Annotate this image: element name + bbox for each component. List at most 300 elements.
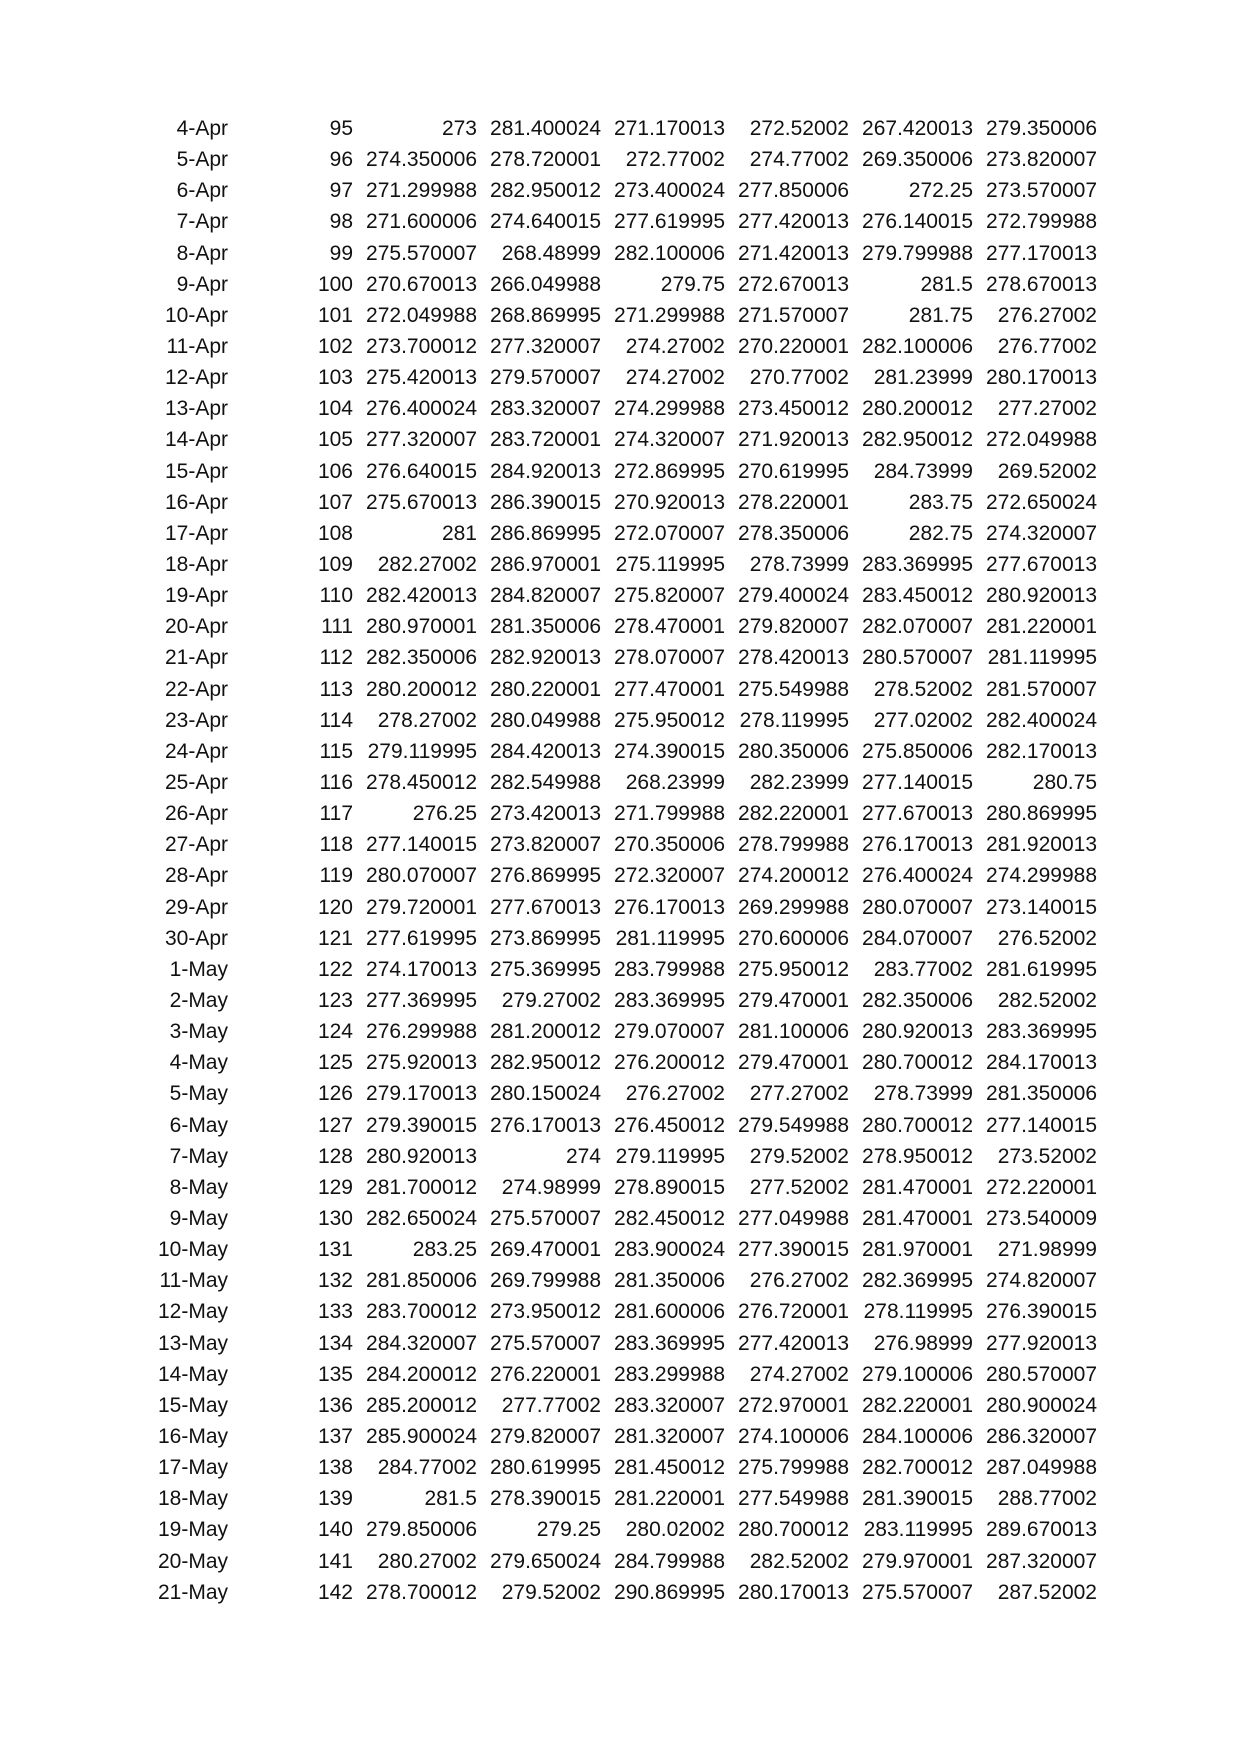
table-row xyxy=(0,424,1097,455)
value-cell-5: 277.02002 xyxy=(873,708,973,732)
value-cell-1: 280.27002 xyxy=(377,1549,477,1573)
value-cell-3: 284.799988 xyxy=(614,1549,725,1573)
date-cell: 11-May xyxy=(159,1269,228,1293)
value-cell-3: 277.619995 xyxy=(614,210,725,234)
value-cell-2: 280.619995 xyxy=(490,1456,601,1480)
index-cell: 127 xyxy=(317,1113,353,1137)
table-row xyxy=(0,580,1097,611)
table-row xyxy=(0,1452,1097,1483)
value-cell-6: 280.170013 xyxy=(986,366,1097,390)
index-cell: 114 xyxy=(319,708,353,732)
value-cell-6: 274.299988 xyxy=(986,864,1097,888)
value-cell-6: 277.140015 xyxy=(986,1113,1097,1137)
value-cell-6: 281.570007 xyxy=(986,677,1097,701)
value-cell-1: 281.700012 xyxy=(366,1175,477,1199)
value-cell-4: 279.400024 xyxy=(738,584,849,608)
value-cell-4: 269.299988 xyxy=(738,895,849,919)
value-cell-4: 270.600006 xyxy=(738,926,849,950)
date-cell: 5-Apr xyxy=(176,148,228,172)
table-row xyxy=(0,674,1097,705)
value-cell-3: 283.900024 xyxy=(614,1238,725,1262)
value-cell-2: 282.950012 xyxy=(490,1051,601,1075)
value-cell-3: 271.299988 xyxy=(614,303,725,327)
value-cell-4: 270.220001 xyxy=(738,335,849,359)
table-row xyxy=(0,456,1097,487)
value-cell-5: 278.950012 xyxy=(862,1144,973,1168)
value-cell-1: 280.970001 xyxy=(366,615,477,639)
index-cell: 99 xyxy=(329,241,353,265)
value-cell-3: 279.119995 xyxy=(615,1144,725,1168)
table-row xyxy=(0,705,1097,736)
value-cell-5: 279.100006 xyxy=(862,1362,973,1386)
index-cell: 118 xyxy=(319,833,353,857)
index-cell: 141 xyxy=(317,1549,353,1573)
value-cell-3: 274.27002 xyxy=(625,335,725,359)
value-cell-4: 279.549988 xyxy=(738,1113,849,1137)
value-cell-4: 277.420013 xyxy=(738,210,849,234)
value-cell-1: 278.27002 xyxy=(377,708,477,732)
value-cell-2: 274 xyxy=(565,1144,601,1168)
table-row xyxy=(0,144,1097,175)
value-cell-3: 283.299988 xyxy=(614,1362,725,1386)
index-cell: 96 xyxy=(329,148,353,172)
index-cell: 139 xyxy=(317,1487,353,1511)
value-cell-5: 283.119995 xyxy=(863,1518,973,1542)
value-cell-1: 273 xyxy=(441,117,477,141)
value-cell-6: 273.140015 xyxy=(986,895,1097,919)
value-cell-2: 277.670013 xyxy=(490,895,601,919)
index-cell: 126 xyxy=(317,1082,353,1106)
value-cell-2: 279.650024 xyxy=(490,1549,601,1573)
value-cell-5: 282.950012 xyxy=(862,428,973,452)
date-cell: 10-May xyxy=(157,1238,228,1262)
value-cell-6: 277.170013 xyxy=(986,241,1097,265)
value-cell-5: 267.420013 xyxy=(862,117,973,141)
value-cell-6: 274.320007 xyxy=(986,521,1097,545)
date-cell: 7-Apr xyxy=(176,210,228,234)
value-cell-1: 273.700012 xyxy=(366,335,477,359)
value-cell-5: 276.400024 xyxy=(862,864,973,888)
table-row xyxy=(0,736,1097,767)
value-cell-4: 278.220001 xyxy=(738,490,849,514)
value-cell-4: 274.100006 xyxy=(738,1424,849,1448)
value-cell-2: 284.920013 xyxy=(490,459,601,483)
value-cell-4: 279.470001 xyxy=(738,989,849,1012)
value-cell-2: 279.52002 xyxy=(501,1580,601,1604)
date-cell: 5-May xyxy=(169,1082,228,1106)
value-cell-2: 275.570007 xyxy=(490,1331,601,1355)
table-row xyxy=(0,518,1097,549)
value-cell-2: 283.720001 xyxy=(490,428,601,452)
value-cell-1: 282.420013 xyxy=(366,584,477,608)
value-cell-3: 283.799988 xyxy=(614,957,725,981)
value-cell-2: 274.98999 xyxy=(501,1175,601,1199)
value-cell-1: 280.200012 xyxy=(366,677,477,701)
value-cell-4: 282.23999 xyxy=(749,771,849,795)
value-cell-4: 277.049988 xyxy=(738,1206,849,1230)
value-cell-2: 268.869995 xyxy=(490,303,601,327)
value-cell-5: 278.52002 xyxy=(873,677,973,701)
value-cell-1: 285.200012 xyxy=(366,1393,477,1417)
value-cell-6: 280.75 xyxy=(1032,771,1097,795)
table-body xyxy=(0,113,1097,1608)
value-cell-6: 276.27002 xyxy=(997,303,1097,327)
value-cell-6: 281.220001 xyxy=(986,615,1097,639)
value-cell-5: 279.799988 xyxy=(862,241,973,265)
value-cell-3: 290.869995 xyxy=(614,1580,725,1604)
value-cell-4: 274.77002 xyxy=(749,148,849,172)
value-cell-5: 280.700012 xyxy=(862,1113,973,1137)
table-row xyxy=(0,1327,1097,1358)
value-cell-1: 284.200012 xyxy=(366,1362,477,1386)
value-cell-4: 278.350006 xyxy=(738,521,849,545)
value-cell-6: 287.049988 xyxy=(986,1456,1097,1480)
value-cell-2: 268.48999 xyxy=(501,241,601,265)
value-cell-2: 278.720001 xyxy=(490,148,601,172)
value-cell-1: 276.400024 xyxy=(366,397,477,421)
index-cell: 119 xyxy=(319,864,353,888)
value-cell-5: 275.570007 xyxy=(862,1580,973,1604)
value-cell-1: 277.619995 xyxy=(366,926,477,950)
date-cell: 13-May xyxy=(157,1331,228,1355)
index-cell: 131 xyxy=(317,1238,353,1262)
value-cell-5: 280.700012 xyxy=(862,1051,973,1075)
value-cell-4: 282.220001 xyxy=(738,802,849,826)
index-cell: 98 xyxy=(329,210,353,234)
value-cell-2: 273.820007 xyxy=(490,833,601,857)
value-cell-5: 275.850006 xyxy=(862,739,973,763)
value-cell-1: 271.299988 xyxy=(366,179,477,203)
value-cell-6: 284.170013 xyxy=(986,1051,1097,1075)
value-cell-1: 274.170013 xyxy=(366,957,477,981)
index-cell: 138 xyxy=(317,1456,353,1480)
value-cell-3: 276.450012 xyxy=(614,1113,725,1137)
table-row xyxy=(0,1421,1097,1452)
table-row xyxy=(0,1016,1097,1047)
value-cell-5: 276.98999 xyxy=(873,1331,973,1355)
value-cell-6: 282.170013 xyxy=(986,739,1097,763)
index-cell: 112 xyxy=(319,646,353,670)
table-row xyxy=(0,1265,1097,1296)
value-cell-1: 276.640015 xyxy=(366,459,477,483)
value-cell-5: 280.570007 xyxy=(862,646,973,670)
value-cell-4: 272.670013 xyxy=(738,272,849,296)
value-cell-2: 280.049988 xyxy=(490,708,601,732)
value-cell-2: 279.27002 xyxy=(501,989,601,1012)
value-cell-1: 279.390015 xyxy=(366,1113,477,1137)
date-cell: 8-Apr xyxy=(176,241,228,265)
value-cell-3: 272.070007 xyxy=(614,521,725,545)
value-cell-6: 282.52002 xyxy=(997,989,1097,1012)
date-cell: 23-Apr xyxy=(164,708,228,732)
value-cell-3: 280.02002 xyxy=(625,1518,725,1542)
value-cell-5: 283.77002 xyxy=(873,957,973,981)
date-cell: 16-Apr xyxy=(164,490,228,514)
value-cell-5: 277.670013 xyxy=(862,802,973,826)
table-row xyxy=(0,985,1097,1016)
value-cell-1: 279.850006 xyxy=(366,1518,477,1542)
value-cell-1: 283.25 xyxy=(412,1238,477,1262)
value-cell-3: 277.470001 xyxy=(614,677,725,701)
date-cell: 12-Apr xyxy=(164,366,228,390)
value-cell-3: 270.350006 xyxy=(614,833,725,857)
value-cell-6: 272.049988 xyxy=(986,428,1097,452)
value-cell-5: 281.23999 xyxy=(873,366,973,390)
value-cell-6: 283.369995 xyxy=(986,1020,1097,1044)
index-cell: 142 xyxy=(317,1580,353,1604)
date-cell: 9-May xyxy=(169,1206,228,1230)
value-cell-6: 274.820007 xyxy=(986,1269,1097,1293)
value-cell-5: 281.470001 xyxy=(862,1206,973,1230)
value-cell-5: 278.73999 xyxy=(873,1082,973,1106)
value-cell-6: 280.920013 xyxy=(986,584,1097,608)
value-cell-4: 280.170013 xyxy=(738,1580,849,1604)
date-cell: 13-Apr xyxy=(164,397,228,421)
table-row xyxy=(0,393,1097,424)
value-cell-2: 284.820007 xyxy=(490,584,601,608)
value-cell-1: 274.350006 xyxy=(366,148,477,172)
index-cell: 120 xyxy=(317,895,353,919)
table-row xyxy=(0,1110,1097,1141)
value-cell-5: 269.350006 xyxy=(862,148,973,172)
date-cell: 15-May xyxy=(157,1393,228,1417)
index-cell: 105 xyxy=(317,428,353,452)
date-cell: 16-May xyxy=(157,1424,228,1448)
value-cell-6: 276.390015 xyxy=(986,1300,1097,1324)
value-cell-2: 276.170013 xyxy=(490,1113,601,1137)
value-cell-1: 276.299988 xyxy=(366,1020,477,1044)
value-cell-2: 286.970001 xyxy=(490,553,601,577)
value-cell-5: 276.170013 xyxy=(862,833,973,857)
value-cell-2: 286.390015 xyxy=(490,490,601,514)
value-cell-2: 281.400024 xyxy=(490,117,601,141)
value-cell-5: 283.75 xyxy=(908,490,973,514)
index-cell: 115 xyxy=(319,739,353,763)
date-cell: 19-Apr xyxy=(164,584,228,608)
value-cell-4: 276.720001 xyxy=(738,1300,849,1324)
value-cell-1: 281.850006 xyxy=(366,1269,477,1293)
date-cell: 20-May xyxy=(157,1549,228,1573)
date-cell: 14-May xyxy=(157,1362,228,1386)
index-cell: 124 xyxy=(317,1020,353,1044)
date-cell: 25-Apr xyxy=(164,771,228,795)
table-row xyxy=(0,549,1097,580)
value-cell-3: 274.390015 xyxy=(614,739,725,763)
table-row xyxy=(0,1483,1097,1514)
table-row xyxy=(0,1172,1097,1203)
value-cell-5: 282.220001 xyxy=(862,1393,973,1417)
value-cell-2: 278.390015 xyxy=(490,1487,601,1511)
value-cell-4: 279.820007 xyxy=(738,615,849,639)
value-cell-3: 275.950012 xyxy=(614,708,725,732)
value-cell-2: 282.549988 xyxy=(490,771,601,795)
index-cell: 100 xyxy=(317,272,353,296)
index-cell: 116 xyxy=(319,771,353,795)
index-cell: 97 xyxy=(329,179,353,203)
date-cell: 9-Apr xyxy=(176,272,228,296)
value-cell-3: 274.299988 xyxy=(614,397,725,421)
value-cell-6: 278.670013 xyxy=(986,272,1097,296)
value-cell-5: 282.700012 xyxy=(862,1456,973,1480)
value-cell-2: 274.640015 xyxy=(490,210,601,234)
value-cell-6: 288.77002 xyxy=(997,1487,1097,1511)
value-cell-3: 274.320007 xyxy=(614,428,725,452)
value-cell-2: 283.320007 xyxy=(490,397,601,421)
index-cell: 121 xyxy=(317,926,353,950)
table-row xyxy=(0,1545,1097,1576)
value-cell-3: 275.119995 xyxy=(615,553,725,577)
value-cell-3: 281.320007 xyxy=(614,1424,725,1448)
value-cell-2: 286.869995 xyxy=(490,521,601,545)
date-cell: 18-Apr xyxy=(164,553,228,577)
value-cell-1: 279.170013 xyxy=(366,1082,477,1106)
value-cell-2: 275.570007 xyxy=(490,1206,601,1230)
value-cell-3: 272.77002 xyxy=(625,148,725,172)
value-cell-3: 279.75 xyxy=(660,272,725,296)
value-cell-6: 273.570007 xyxy=(986,179,1097,203)
value-cell-1: 281.5 xyxy=(424,1487,477,1511)
value-cell-5: 281.75 xyxy=(908,303,973,327)
value-cell-1: 283.700012 xyxy=(366,1300,477,1324)
index-cell: 129 xyxy=(317,1175,353,1199)
value-cell-1: 275.570007 xyxy=(366,241,477,265)
date-cell: 1-May xyxy=(169,957,228,981)
value-cell-2: 281.350006 xyxy=(490,615,601,639)
value-cell-4: 277.52002 xyxy=(749,1175,849,1199)
table-row xyxy=(0,767,1097,798)
value-cell-4: 281.100006 xyxy=(738,1020,849,1044)
value-cell-3: 281.220001 xyxy=(614,1487,725,1511)
table-row xyxy=(0,1296,1097,1327)
value-cell-2: 280.220001 xyxy=(490,677,601,701)
value-cell-1: 282.27002 xyxy=(377,553,477,577)
value-cell-6: 289.670013 xyxy=(986,1518,1097,1542)
value-cell-1: 277.140015 xyxy=(366,833,477,857)
value-cell-3: 276.200012 xyxy=(614,1051,725,1075)
value-cell-5: 276.140015 xyxy=(862,210,973,234)
value-cell-1: 282.650024 xyxy=(366,1206,477,1230)
value-cell-4: 278.73999 xyxy=(749,553,849,577)
value-cell-2: 269.470001 xyxy=(490,1238,601,1262)
value-cell-4: 272.52002 xyxy=(749,117,849,141)
value-cell-5: 272.25 xyxy=(908,179,973,203)
value-cell-3: 282.100006 xyxy=(614,241,725,265)
value-cell-3: 276.27002 xyxy=(625,1082,725,1106)
date-cell: 10-Apr xyxy=(164,303,228,327)
value-cell-2: 273.420013 xyxy=(490,802,601,826)
index-cell: 104 xyxy=(317,397,353,421)
value-cell-2: 273.869995 xyxy=(490,926,601,950)
value-cell-3: 271.170013 xyxy=(614,117,725,141)
value-cell-1: 277.320007 xyxy=(366,428,477,452)
value-cell-5: 284.73999 xyxy=(873,459,973,483)
table-row xyxy=(0,611,1097,642)
value-cell-6: 280.900024 xyxy=(986,1393,1097,1417)
value-cell-4: 282.52002 xyxy=(749,1549,849,1573)
value-cell-4: 274.27002 xyxy=(749,1362,849,1386)
index-cell: 110 xyxy=(319,584,353,608)
value-cell-2: 276.869995 xyxy=(490,864,601,888)
value-cell-3: 268.23999 xyxy=(625,771,725,795)
value-cell-4: 276.27002 xyxy=(749,1269,849,1293)
value-cell-6: 277.670013 xyxy=(986,553,1097,577)
value-cell-5: 282.070007 xyxy=(862,615,973,639)
table-row xyxy=(0,113,1097,144)
value-cell-5: 281.5 xyxy=(920,272,973,296)
date-cell: 8-May xyxy=(169,1175,228,1199)
value-cell-5: 284.100006 xyxy=(862,1424,973,1448)
value-cell-1: 275.920013 xyxy=(366,1051,477,1075)
table-row xyxy=(0,300,1097,331)
table-row xyxy=(0,860,1097,891)
value-cell-4: 271.920013 xyxy=(738,428,849,452)
value-cell-6: 281.350006 xyxy=(986,1082,1097,1106)
value-cell-1: 278.700012 xyxy=(366,1580,477,1604)
value-cell-5: 278.119995 xyxy=(863,1300,973,1324)
index-cell: 136 xyxy=(317,1393,353,1417)
date-cell: 17-May xyxy=(157,1456,228,1480)
value-cell-3: 274.27002 xyxy=(625,366,725,390)
value-cell-3: 278.890015 xyxy=(614,1175,725,1199)
value-cell-5: 279.970001 xyxy=(862,1549,973,1573)
value-cell-2: 279.25 xyxy=(536,1518,601,1542)
value-cell-1: 279.119995 xyxy=(367,739,477,763)
value-cell-3: 283.320007 xyxy=(614,1393,725,1417)
value-cell-6: 269.52002 xyxy=(997,459,1097,483)
value-cell-3: 273.400024 xyxy=(614,179,725,203)
value-cell-3: 270.920013 xyxy=(614,490,725,514)
value-cell-2: 282.920013 xyxy=(490,646,601,670)
value-cell-6: 287.52002 xyxy=(997,1580,1097,1604)
date-cell: 6-May xyxy=(169,1113,228,1137)
value-cell-2: 281.200012 xyxy=(490,1020,601,1044)
value-cell-4: 278.420013 xyxy=(738,646,849,670)
index-cell: 102 xyxy=(317,335,353,359)
value-cell-6: 281.920013 xyxy=(986,833,1097,857)
table-row xyxy=(0,829,1097,860)
value-cell-3: 282.450012 xyxy=(614,1206,725,1230)
table-row xyxy=(0,1047,1097,1078)
value-cell-5: 283.369995 xyxy=(862,553,973,577)
date-cell: 26-Apr xyxy=(164,802,228,826)
value-cell-1: 280.070007 xyxy=(366,864,477,888)
value-cell-3: 281.119995 xyxy=(615,926,725,950)
value-cell-5: 277.140015 xyxy=(862,771,973,795)
value-cell-1: 282.350006 xyxy=(366,646,477,670)
value-cell-1: 276.25 xyxy=(412,802,477,826)
table-row xyxy=(0,1078,1097,1109)
value-cell-4: 275.950012 xyxy=(738,957,849,981)
value-cell-6: 271.98999 xyxy=(997,1238,1097,1262)
value-cell-6: 272.650024 xyxy=(986,490,1097,514)
value-cell-2: 276.220001 xyxy=(490,1362,601,1386)
date-cell: 15-Apr xyxy=(164,459,228,483)
value-cell-5: 282.350006 xyxy=(862,989,973,1012)
table-row xyxy=(0,331,1097,362)
index-cell: 113 xyxy=(319,677,353,701)
value-cell-4: 270.619995 xyxy=(738,459,849,483)
value-cell-4: 270.77002 xyxy=(749,366,849,390)
date-cell: 27-Apr xyxy=(164,833,228,857)
value-cell-6: 277.920013 xyxy=(986,1331,1097,1355)
date-cell: 28-Apr xyxy=(164,864,228,888)
value-cell-2: 277.320007 xyxy=(490,335,601,359)
value-cell-3: 272.320007 xyxy=(614,864,725,888)
table-row xyxy=(0,175,1097,206)
table-row xyxy=(0,487,1097,518)
value-cell-5: 280.200012 xyxy=(862,397,973,421)
value-cell-4: 280.700012 xyxy=(738,1518,849,1542)
